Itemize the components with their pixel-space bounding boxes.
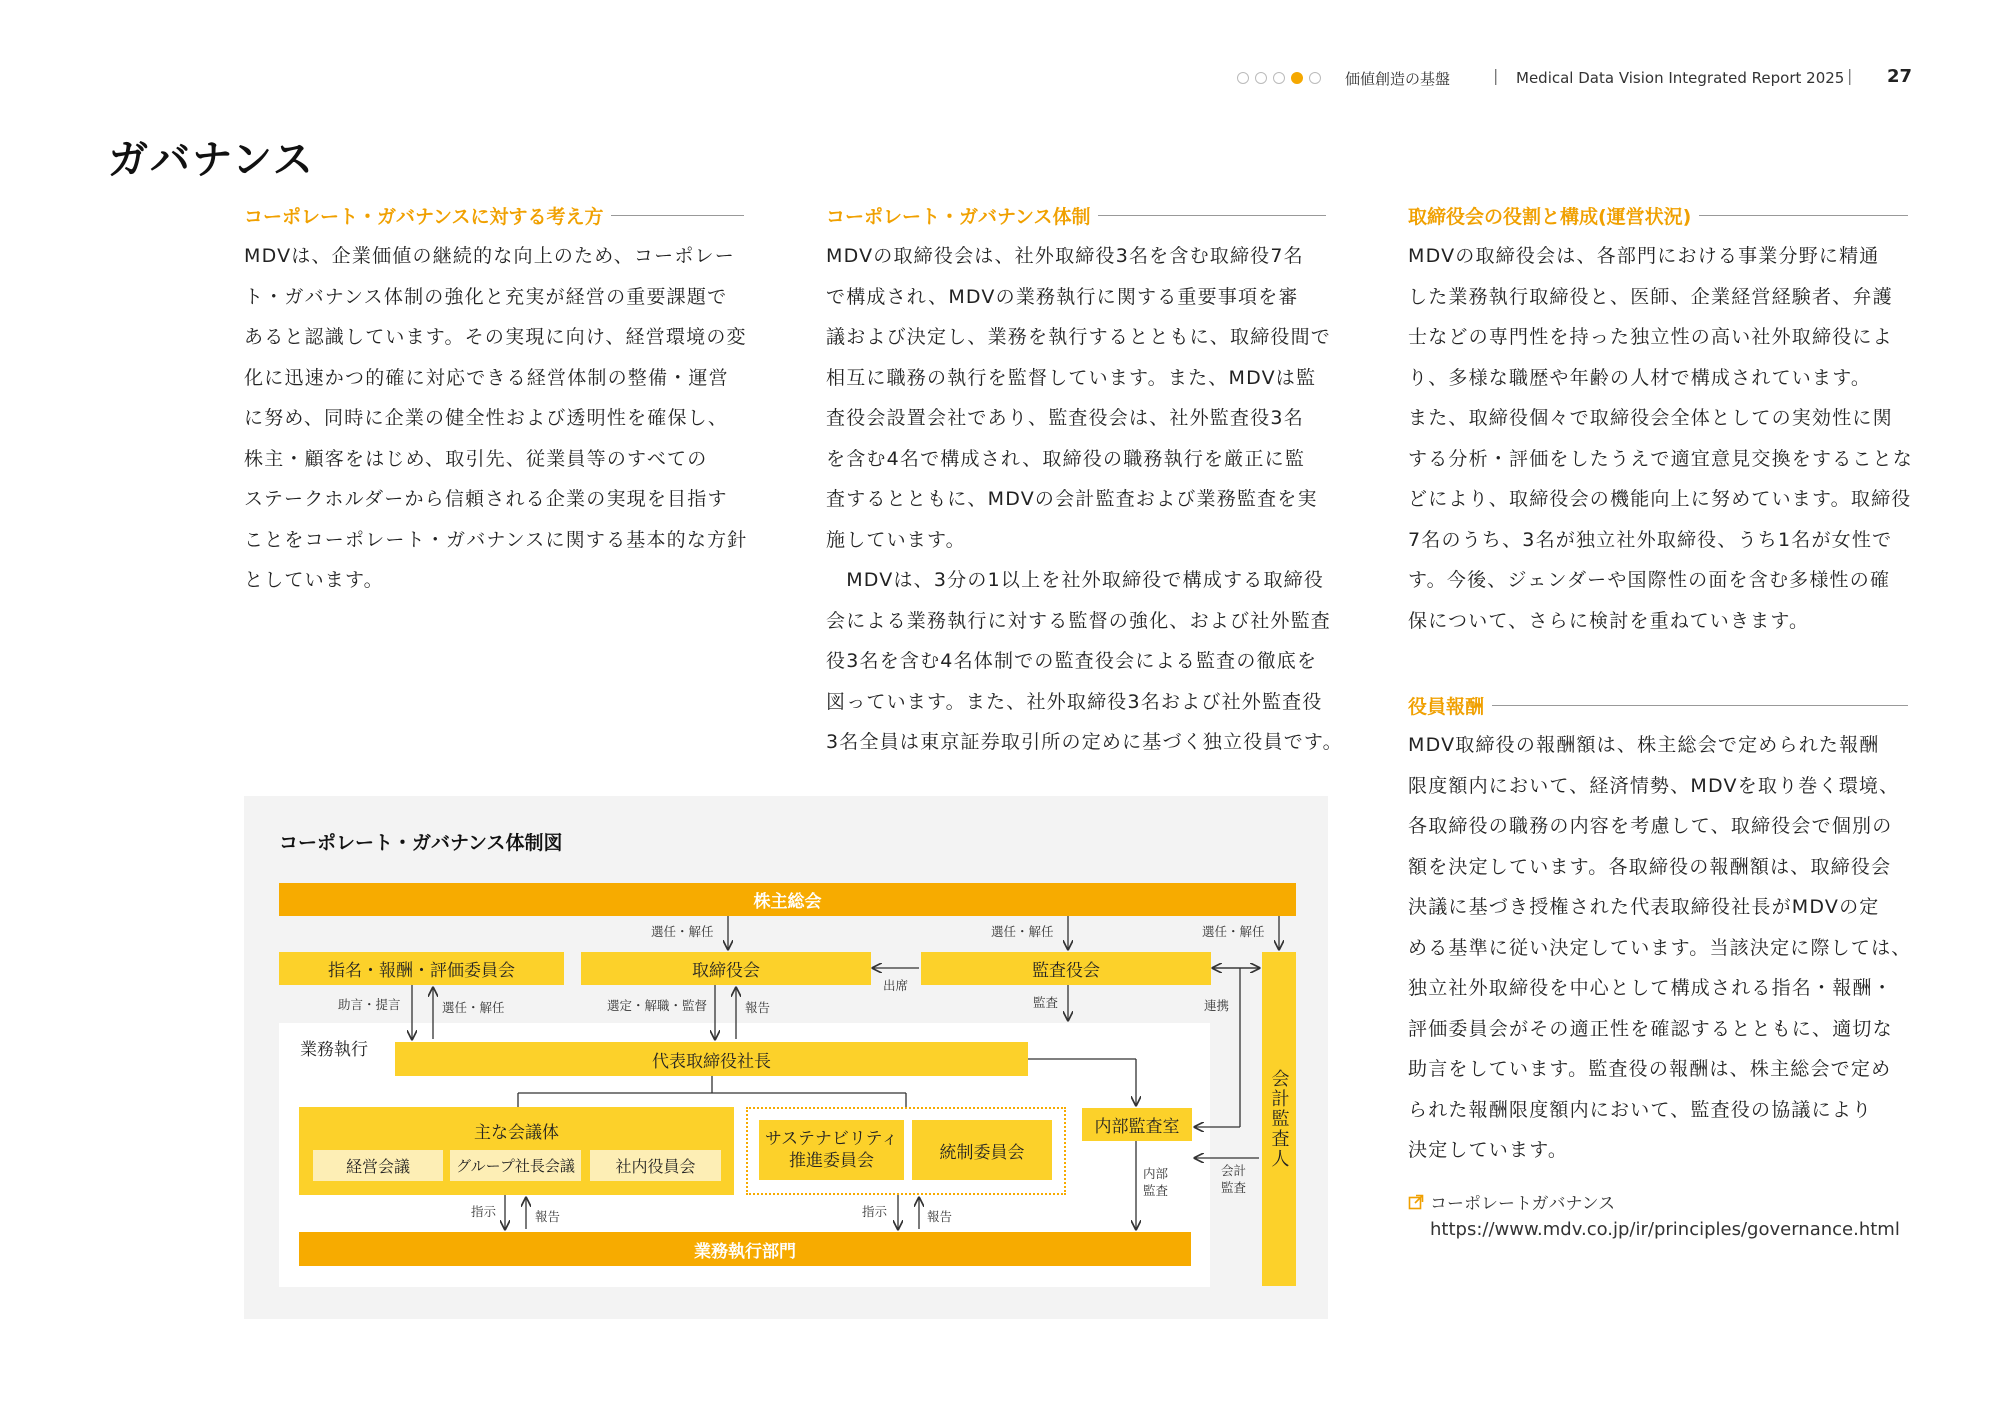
text-line: 各取締役の職務の内容を考慮して、取締役会で個別の <box>1408 815 1893 837</box>
meeting-internal-officers: 社内役員会 <box>590 1150 721 1181</box>
label-audit: 監査 <box>1033 995 1059 1010</box>
label-instruct: 指示 <box>471 1204 497 1219</box>
text-line: を含む4名で構成され、取締役の職務執行を厳正に監 <box>826 447 1306 470</box>
text-line: 評価委員会がその適正性を確認するとともに、適切な <box>1408 1017 1893 1040</box>
main-meetings-label: 主な会議体 <box>474 1123 559 1143</box>
text-line: める基準に従い決定しています。当該決定に際しては、 <box>1408 936 1912 959</box>
text-line: 3名全員は東京証券取引所の定めに基づく独立役員です。 <box>826 731 1343 753</box>
text-line: 会による業務執行に対する監督の強化、および社外監査 <box>826 609 1332 632</box>
text-line: ステークホルダーから信頼される企業の実現を目指す <box>244 488 728 510</box>
text-line: また、取締役個々で取締役会全体としての実効性に関 <box>1408 407 1893 429</box>
text-line: り、多様な職歴や年齢の人材で構成されています。 <box>1408 366 1872 389</box>
report-title: Medical Data Vision Integrated Report 2025 <box>1516 69 1845 87</box>
text-line: られた報酬限度額内において、監査役の協議により <box>1408 1098 1873 1121</box>
text-line: 査するとともに、MDVの会計監査および業務監査を実 <box>826 488 1318 510</box>
text-line: ト・ガバナンス体制の強化と充実が経営の重要課題で <box>244 285 728 308</box>
compliance-committee: 統制委員会 <box>912 1120 1052 1180</box>
label-internal-audit: 内部 監査 <box>1143 1166 1169 1198</box>
text-line: 議および決定し、業務を執行するとともに、取締役間で <box>826 326 1332 348</box>
label-report: 報告 <box>745 1000 771 1015</box>
shareholders-meeting: 株主総会 <box>279 883 1296 916</box>
meeting-management: 経営会議 <box>313 1150 443 1181</box>
section-heading-text: 役員報酬 <box>1408 696 1485 718</box>
label-elect-dismiss: 選任・解任 <box>442 1000 505 1015</box>
text-line: 株主・顧客をはじめ、取引先、従業員等のすべての <box>244 447 708 470</box>
text-line: どにより、取締役会の機能向上に努めています。取締役 <box>1408 488 1912 510</box>
text-line: 役3名を含む4名体制での監査役会による監査の徹底を <box>826 650 1318 672</box>
text-line: 決議に基づき授権された代表取締役社長がMDVの定 <box>1408 896 1880 918</box>
text-line: ことをコーポレート・ガバナンスに関する基本的な方針 <box>244 528 748 551</box>
label-advice: 助言・提言 <box>338 997 401 1012</box>
board-of-directors: 取締役会 <box>581 952 871 985</box>
label-instruct: 指示 <box>862 1204 888 1219</box>
text-line: 限度額内において、経済情勢、MDVを取り巻く環境、 <box>1408 774 1900 797</box>
text-line: 相互に職務の執行を監督しています。また、MDVは監 <box>826 366 1317 389</box>
text-line: MDVは、3分の1以上を社外取締役で構成する取締役 <box>826 569 1325 591</box>
text-line: あると認識しています。その実現に向け、経営環境の変 <box>244 326 747 348</box>
label-elect-dismiss: 選任・解任 <box>1202 924 1265 939</box>
text-line: 決定しています。 <box>1408 1139 1569 1161</box>
ceo: 代表取締役社長 <box>395 1042 1028 1076</box>
header-divider: | <box>1847 66 1853 85</box>
governance-url[interactable]: https://www.mdv.co.jp/ir/principles/governance.html <box>1430 1219 1900 1240</box>
text-line: する分析・評価をしたうえで適宜意見交換をすることな <box>1408 447 1914 470</box>
text-line: 図っています。また、社外取締役3名および社外監査役 <box>826 690 1323 713</box>
text-line: 額を決定しています。各取締役の報酬額は、取締役会 <box>1408 855 1892 878</box>
text-line: す。今後、ジェンダーや国際性の面を含む多様性の確 <box>1408 569 1891 591</box>
label-elect-dismiss: 選任・解任 <box>651 924 714 939</box>
section-heading-text: コーポレート・ガバナンス体制 <box>826 206 1091 228</box>
audit-board: 監査役会 <box>921 952 1211 985</box>
link-title[interactable]: コーポレートガバナンス <box>1430 1194 1616 1214</box>
text-line: で構成され、MDVの業務執行に関する重要事項を審 <box>826 285 1299 308</box>
section-label: 価値創造の基盤 <box>1345 70 1451 88</box>
label-report: 報告 <box>927 1209 953 1224</box>
label-elect-dismiss: 選任・解任 <box>991 924 1054 939</box>
text-line: 7名のうち、3名が独立社外取締役、うち1名が女性で <box>1408 528 1893 551</box>
section-heading-text: 取締役会の役割と構成(運営状況) <box>1408 206 1692 228</box>
diagram-title: コーポレート・ガバナンス体制図 <box>279 832 563 854</box>
page-title: ガバナンス <box>108 137 315 183</box>
text-line: した業務執行取締役と、医師、企業経営経験者、弁護 <box>1408 285 1893 308</box>
section-heading-text: コーポレート・ガバナンスに対する考え方 <box>244 206 604 228</box>
text-line: としています。 <box>244 569 384 591</box>
label-coordinate: 連携 <box>1204 998 1230 1013</box>
text-line: 独立社外取締役を中心として構成される指名・報酬・ <box>1408 977 1893 999</box>
text-line: MDV取締役の報酬額は、株主総会で定められた報酬 <box>1408 734 1880 756</box>
text-line: に努め、同時に企業の健全性および透明性を確保し、 <box>244 407 729 429</box>
text-line: MDVの取締役会は、社外取締役3名を含む取締役7名 <box>826 245 1304 267</box>
execution-label: 業務執行 <box>300 1040 368 1060</box>
text-line: MDVの取締役会は、各部門における事業分野に精通 <box>1408 245 1880 267</box>
label-attend: 出席 <box>883 978 909 993</box>
text-line: 査役会設置会社であり、監査役会は、社外監査役3名 <box>826 407 1304 429</box>
text-line: 士などの専門性を持った独立性の高い社外取締役によ <box>1408 326 1893 348</box>
internal-audit-office: 内部監査室 <box>1082 1108 1192 1141</box>
execution-department: 業務執行部門 <box>299 1232 1191 1266</box>
text-line: 保について、さらに検討を重ねていきます。 <box>1408 609 1810 632</box>
sustainability-committee: サステナビリティ 推進委員会 <box>759 1120 904 1180</box>
text-line: 化に迅速かつ的確に対応できる経営体制の整備・運営 <box>244 366 729 389</box>
label-select-dismiss-supervise: 選定・解職・監督 <box>607 998 708 1013</box>
text-line: MDVは、企業価値の継続的な向上のため、コーポレー <box>244 245 735 267</box>
label-report: 報告 <box>535 1209 561 1224</box>
text-line: 施しています。 <box>826 528 966 551</box>
header-divider: | <box>1493 66 1499 85</box>
page-number: 27 <box>1887 66 1913 87</box>
accounting-auditor: 会計監査人 <box>1262 952 1296 1286</box>
nominating-committee: 指名・報酬・評価委員会 <box>279 952 564 985</box>
label-accounting-audit: 会計 監査 <box>1221 1163 1247 1195</box>
meeting-group-presidents: グループ社長会議 <box>450 1150 581 1181</box>
text-line: 助言をしています。監査役の報酬は、株主総会で定め <box>1408 1058 1892 1080</box>
